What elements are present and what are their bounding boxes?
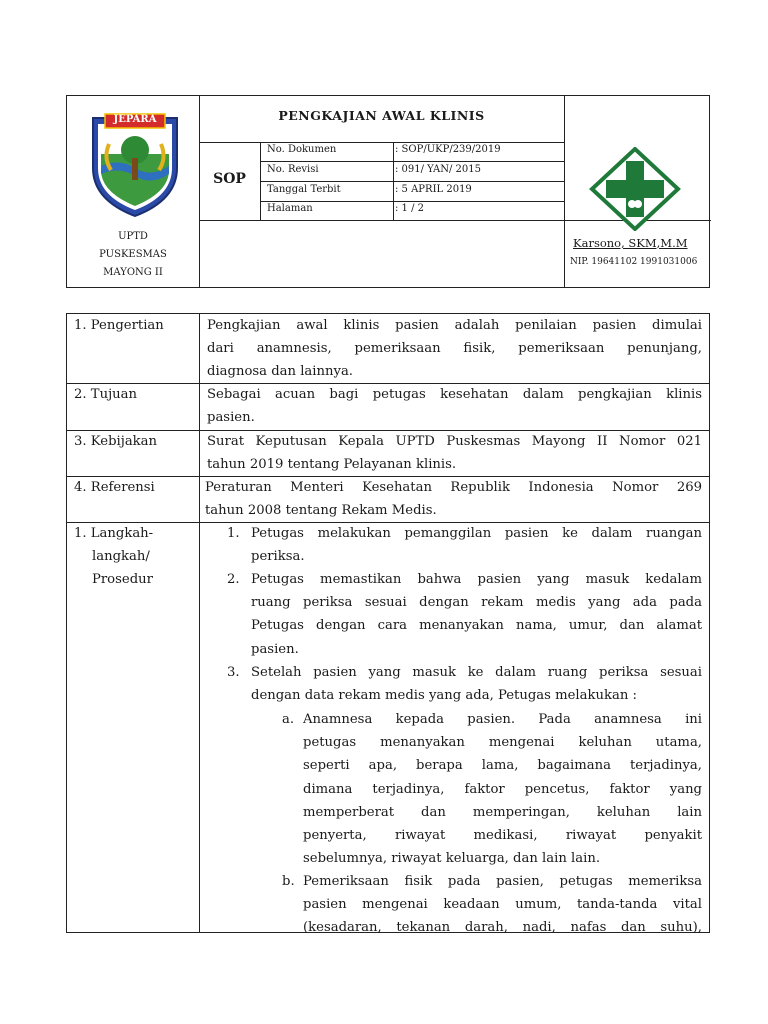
procedure-substep-a bbox=[282, 708, 702, 870]
row-content-pengertian bbox=[207, 314, 702, 384]
text-line: pasien mengenai keadaan umum, tanda-tanda vital bbox=[303, 897, 702, 913]
substep-letter: a. bbox=[282, 712, 295, 727]
sop-label: SOP bbox=[213, 171, 246, 187]
step-number: 1. bbox=[227, 526, 240, 541]
text-line: Setelah pasien yang masuk ke dalam ruang periksa sesuai bbox=[251, 665, 702, 680]
text-line: pasien. bbox=[251, 641, 299, 657]
text-line: dengan data rekam medis yang ada, Petugas melakukan : bbox=[251, 688, 637, 704]
org-line-2: PUSKESMAS bbox=[99, 249, 167, 260]
text-line: dari anamnesis, pemeriksaan fisik, pemeriksaan penunjang, bbox=[207, 341, 702, 357]
substep-letter: b. bbox=[282, 874, 295, 889]
signer-name: Karsono, SKM,M.M bbox=[573, 236, 688, 250]
sop-header-table bbox=[66, 95, 710, 288]
procedure-substep-b bbox=[282, 870, 702, 940]
text-line: Surat Keputusan Kepala UPTD Puskesmas Mayong II Nomor 021 bbox=[207, 434, 702, 449]
row-label-prosedur bbox=[74, 522, 153, 592]
row-content-referensi bbox=[205, 476, 702, 522]
text-line: periksa. bbox=[251, 549, 305, 565]
text-line: ruang periksa sesuai dengan rekam medis yang ada pada bbox=[251, 595, 702, 611]
step-number: 3. bbox=[227, 665, 240, 680]
label-line: Prosedur bbox=[92, 572, 153, 588]
page-title: PENGKAJIAN AWAL KLINIS bbox=[278, 108, 485, 123]
text-line: Peraturan Menteri Kesehatan Republik Indonesia Nomor 269 bbox=[205, 480, 702, 495]
meta-value-1: : SOP/UKP/239/2019 bbox=[395, 144, 501, 155]
procedure-step-3 bbox=[227, 661, 702, 707]
meta-key-3: Tanggal Terbit bbox=[267, 184, 341, 195]
row-label-tujuan: 2. Tujuan bbox=[74, 387, 138, 402]
text-line: tahun 2019 tentang Pelayanan klinis. bbox=[207, 457, 457, 473]
text-line: Anamnesa kepada pasien. Pada anamnesa ini bbox=[303, 712, 702, 727]
row-content-kebijakan bbox=[207, 430, 702, 476]
org-line-1: UPTD bbox=[118, 231, 148, 242]
meta-value-4: : 1 / 2 bbox=[395, 203, 424, 214]
meta-value-2: : 091/ YAN/ 2015 bbox=[395, 164, 481, 175]
meta-key-4: Halaman bbox=[267, 203, 313, 214]
label-line: 1. Langkah- bbox=[74, 526, 154, 541]
logo-label: JEPARA bbox=[113, 114, 157, 125]
procedure-step-2 bbox=[227, 568, 702, 661]
text-line: memperberat dan memperingan, keluhan lain bbox=[303, 804, 702, 820]
text-line: petugas menanyakan mengenai keluhan utama, bbox=[303, 735, 702, 751]
text-line: Petugas melakukan pemanggilan pasien ke dalam ruangan bbox=[251, 526, 702, 541]
text-line: Pemeriksaan fisik pada pasien, petugas memeriksa bbox=[303, 874, 702, 889]
meta-key-1: No. Dokumen bbox=[267, 144, 337, 155]
text-line: dimana terjadinya, faktor pencetus, faktor yang bbox=[303, 781, 702, 797]
text-line: seperti apa, berapa lama, bagaimana terjadinya, bbox=[303, 758, 702, 774]
text-line: diagnosa dan lainnya. bbox=[207, 364, 353, 380]
signer-nip: NIP. 19641102 1991031006 bbox=[570, 257, 698, 267]
row-label-kebijakan: 3. Kebijakan bbox=[74, 434, 158, 449]
row-content-tujuan bbox=[207, 383, 702, 429]
label-line: langkah/ bbox=[92, 549, 150, 565]
text-line: sebelumnya, riwayat keluarga, dan lain lain. bbox=[303, 851, 601, 867]
row-label-pengertian: 1. Pengertian bbox=[74, 318, 164, 333]
step-number: 2. bbox=[227, 572, 240, 587]
text-line: Petugas memastikan bahwa pasien yang masuk kedalam bbox=[251, 572, 702, 587]
text-line: penyerta, riwayat medikasi, riwayat penyakit bbox=[303, 828, 702, 844]
org-line-3: MAYONG II bbox=[103, 267, 163, 278]
text-line: pasien. bbox=[207, 410, 255, 426]
puskesmas-cross-logo bbox=[588, 147, 682, 231]
text-line: Sebagai acuan bagi petugas kesehatan dalam pengkajian klinis bbox=[207, 387, 702, 402]
procedure-step-1 bbox=[227, 522, 702, 568]
text-line: Petugas dengan cara menanyakan nama, umur, dan alamat bbox=[251, 618, 702, 634]
meta-value-3: : 5 APRIL 2019 bbox=[395, 184, 472, 195]
text-line: (kesadaran, tekanan darah, nadi, nafas dan suhu), bbox=[303, 920, 702, 936]
text-line: tahun 2008 tentang Rekam Medis. bbox=[205, 503, 437, 519]
row-label-referensi: 4. Referensi bbox=[74, 480, 155, 495]
text-line: Pengkajian awal klinis pasien adalah penilaian pasien dimulai bbox=[207, 318, 702, 333]
meta-key-2: No. Revisi bbox=[267, 164, 319, 175]
sop-body-table bbox=[66, 313, 710, 936]
